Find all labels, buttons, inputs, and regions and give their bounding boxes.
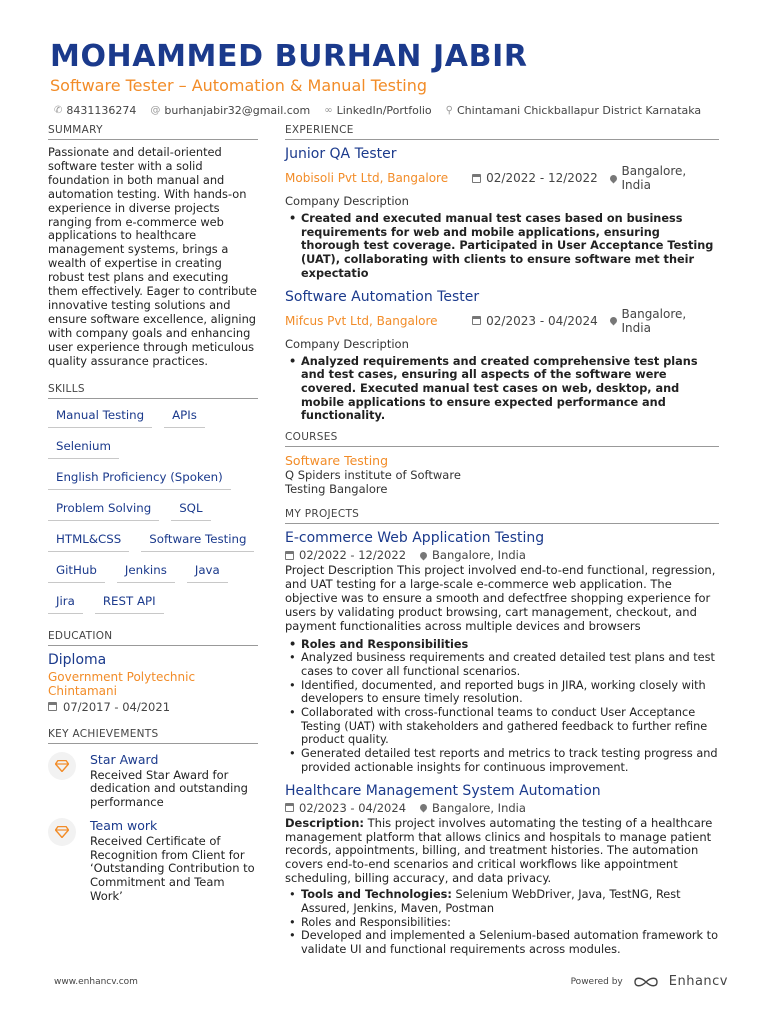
company-description: Company Description	[285, 336, 409, 351]
achievement-title: Team work	[90, 817, 158, 833]
description-label: Description:	[285, 815, 364, 830]
achievement-item	[48, 752, 258, 810]
project-bullet: • Identified, documented, and reported bugs in JIRA, working closely with developers to ensure timely resolution.	[285, 679, 719, 706]
link-text: LinkedIn/Portfolio	[336, 104, 432, 117]
courses-heading: COURSES	[285, 431, 719, 447]
project-date: 02/2023 - 04/2024	[299, 800, 407, 815]
achievement-item	[48, 818, 258, 904]
skill-tag: APIs	[164, 405, 205, 428]
project-bullet: • Generated detailed test reports and metrics to track testing progress and provided actionable insights for continuous improvement.	[285, 747, 719, 774]
contact-email[interactable]	[150, 104, 310, 117]
job-meta	[285, 164, 719, 192]
calendar-icon	[285, 803, 294, 812]
phone-text: 8431136274	[66, 104, 137, 117]
job-location: Bangalore, India	[621, 164, 687, 192]
summary-text: Passionate and detail-oriented software tester with a solid foundation in both manual and automation testing. With hands-on experience in diverse projects ranging from e-commerce web applications to healthcare management systems, brings a wealth of expertise in creating robust test plans and executing them effectively. Eager to contribute innovative testing solutions and ensure software excellence, aligning with company goals and enhancing user experience through meticulous quality assurance practices.	[48, 145, 257, 368]
contact-location	[446, 104, 702, 117]
experience-heading: EXPERIENCE	[285, 124, 719, 140]
calendar-icon	[285, 551, 294, 560]
project-entry	[285, 530, 719, 775]
brand-name: Enhancv	[668, 974, 728, 989]
skill-tag: Jenkins	[117, 560, 175, 583]
education-date-row	[48, 700, 258, 714]
job-company: Mobisoli Pvt Ltd, Bangalore	[285, 171, 449, 185]
skill-tag: Selenium	[48, 436, 119, 459]
skill-tag: Manual Testing	[48, 405, 152, 428]
education-heading: EDUCATION	[48, 630, 258, 646]
skills-list	[48, 405, 258, 614]
project-meta	[285, 801, 719, 815]
job-title: Junior QA Tester	[285, 146, 397, 162]
job-bullets	[285, 212, 719, 281]
powered-by-text: Powered by	[570, 976, 623, 987]
job-title: Software Automation Tester	[285, 288, 480, 305]
description-text: This project involves automating the testing of a healthcare management platform that allows clinics and hospitals to manage patient records, appointments, billing, and treatment histories. The automation covers end-to-end scenarios and critical workflows like appointment scheduling, billing accuracy, and data privacy.	[285, 815, 713, 886]
footer-brand	[571, 974, 728, 989]
job-company: Mifcus Pvt Ltd, Bangalore	[285, 313, 438, 328]
project-meta	[285, 548, 719, 562]
achievements-heading: KEY ACHIEVEMENTS	[48, 728, 258, 744]
project-bullet: • Roles and Responsibilities:	[285, 916, 719, 930]
education-school: Government Polytechnic Chintamani	[48, 669, 196, 698]
job-meta	[285, 307, 719, 335]
project-bullet: • Developed and implemented a Selenium-based automation framework to validate UI and functional requirements across modules.	[285, 929, 719, 956]
project-title: Healthcare Management System Automation	[285, 782, 601, 799]
resume-header	[50, 40, 730, 117]
location-pin-icon	[419, 550, 429, 560]
location-text: Chintamani Chickballapur District Karnataka	[457, 104, 702, 117]
job-entry	[285, 146, 719, 281]
project-date-row	[285, 548, 406, 562]
project-location-row	[420, 801, 526, 815]
project-bullets	[285, 888, 719, 957]
skill-tag: Problem Solving	[48, 498, 159, 521]
location-pin-icon: ⚲	[445, 105, 453, 116]
education-degree: Diploma	[48, 651, 107, 668]
contact-row	[50, 104, 730, 117]
skill-tag: GitHub	[48, 560, 105, 583]
project-bullet: • Analyzed business requirements and created detailed test plans and test cases to cover all functional scenarios.	[285, 651, 719, 678]
company-description: Company Description	[285, 194, 409, 208]
project-location-row	[420, 548, 526, 562]
job-location-row	[610, 164, 719, 192]
skill-tag: Software Testing	[141, 529, 254, 552]
job-date-row	[472, 171, 609, 185]
job-date-row	[472, 314, 609, 328]
achievement-desc: Received Star Award for dedication and outstanding performance	[90, 767, 248, 810]
project-description: Project Description This project involved end-to-end functional, regression, and UAT testing for a large-scale e-commerce web application. The objective was to ensure a smooth and defectfree shopping experience for users by validating product browsing, cart management, checkout, and payment functionalities across multiple devices and browsers	[285, 563, 716, 633]
skill-tag: HTML&CSS	[48, 529, 129, 552]
skill-tag: REST API	[95, 591, 164, 614]
link-icon: ∞	[324, 105, 333, 116]
course-title: Software Testing	[285, 453, 389, 469]
job-bullet: • Analyzed requirements and created comprehensive test plans and test cases, ensuring all aspects of the software were covered. Executed manual test cases on web, desktop, and mobile applications to ensure expected performance and functionality.	[285, 355, 719, 424]
project-bullet	[285, 888, 719, 915]
footer-website[interactable]: www.enhancv.com	[54, 976, 138, 987]
skill-tag: Java	[187, 560, 228, 583]
page-footer	[54, 974, 728, 989]
diamond-icon	[48, 752, 76, 780]
location-pin-icon	[608, 173, 618, 183]
job-bullets	[285, 355, 719, 424]
project-location: Bangalore, India	[432, 800, 526, 815]
job-location-row	[610, 307, 719, 335]
course-institute: Q Spiders institute of Software Testing Bangalore	[285, 468, 461, 497]
diamond-icon	[48, 818, 76, 846]
achievement-desc: Received Certificate of Recognition from Client for ‘Outstanding Contribution to Commitment and Team Work’	[90, 833, 255, 904]
enhancv-logo-icon	[633, 975, 659, 989]
email-text: burhanjabir32@gmail.com	[164, 104, 311, 117]
left-column	[48, 124, 258, 904]
job-location: Bangalore, India	[621, 306, 687, 335]
at-icon: @	[150, 105, 161, 116]
tools-label: Tools and Technologies:	[301, 888, 452, 902]
skills-heading: SKILLS	[48, 383, 258, 399]
location-pin-icon	[419, 803, 429, 813]
achievement-title: Star Award	[90, 751, 159, 767]
job-entry	[285, 289, 719, 424]
project-title: E-commerce Web Application Testing	[285, 530, 545, 547]
job-date: 02/2022 - 12/2022	[486, 171, 598, 185]
candidate-name: MOHAMMED BURHAN JABIR	[50, 39, 528, 74]
calendar-icon	[472, 316, 481, 325]
candidate-subtitle: Software Tester – Automation & Manual Testing	[50, 76, 428, 95]
project-date-row	[285, 801, 406, 815]
tools-text: Selenium WebDriver, Java, TestNG, Rest Assured, Jenkins, Maven, Postman	[301, 888, 681, 915]
project-bullet: • Collaborated with cross-functional teams to conduct User Acceptance Testing (UAT) with stakeholders and gathered feedback to further refine product quality.	[285, 706, 719, 747]
education-date: 07/2017 - 04/2021	[63, 699, 171, 714]
calendar-icon	[48, 702, 57, 711]
location-pin-icon	[608, 316, 618, 326]
phone-icon: ✆	[54, 105, 63, 116]
project-location: Bangalore, India	[432, 548, 526, 563]
summary-heading: SUMMARY	[48, 124, 258, 140]
project-bullets	[285, 638, 719, 775]
right-column	[285, 124, 719, 965]
calendar-icon	[472, 174, 481, 183]
project-date: 02/2022 - 12/2022	[299, 548, 407, 563]
skill-tag: Jira	[48, 591, 83, 614]
projects-heading: MY PROJECTS	[285, 508, 719, 524]
project-description	[285, 817, 719, 887]
contact-phone[interactable]	[54, 104, 136, 117]
project-entry	[285, 783, 719, 957]
contact-link[interactable]	[324, 104, 431, 117]
project-bullet: • Roles and Responsibilities	[285, 638, 719, 652]
skill-tag: SQL	[171, 498, 210, 521]
job-bullet: • Created and executed manual test cases based on business requirements for web and mobile applications, ensuring thorough test coverage. Participated in User Acceptance Testing (UAT), collaborating with clients to ensure software met their expectatio	[285, 212, 719, 281]
job-date: 02/2023 - 04/2024	[486, 313, 598, 328]
skill-tag: English Proficiency (Spoken)	[48, 467, 231, 490]
